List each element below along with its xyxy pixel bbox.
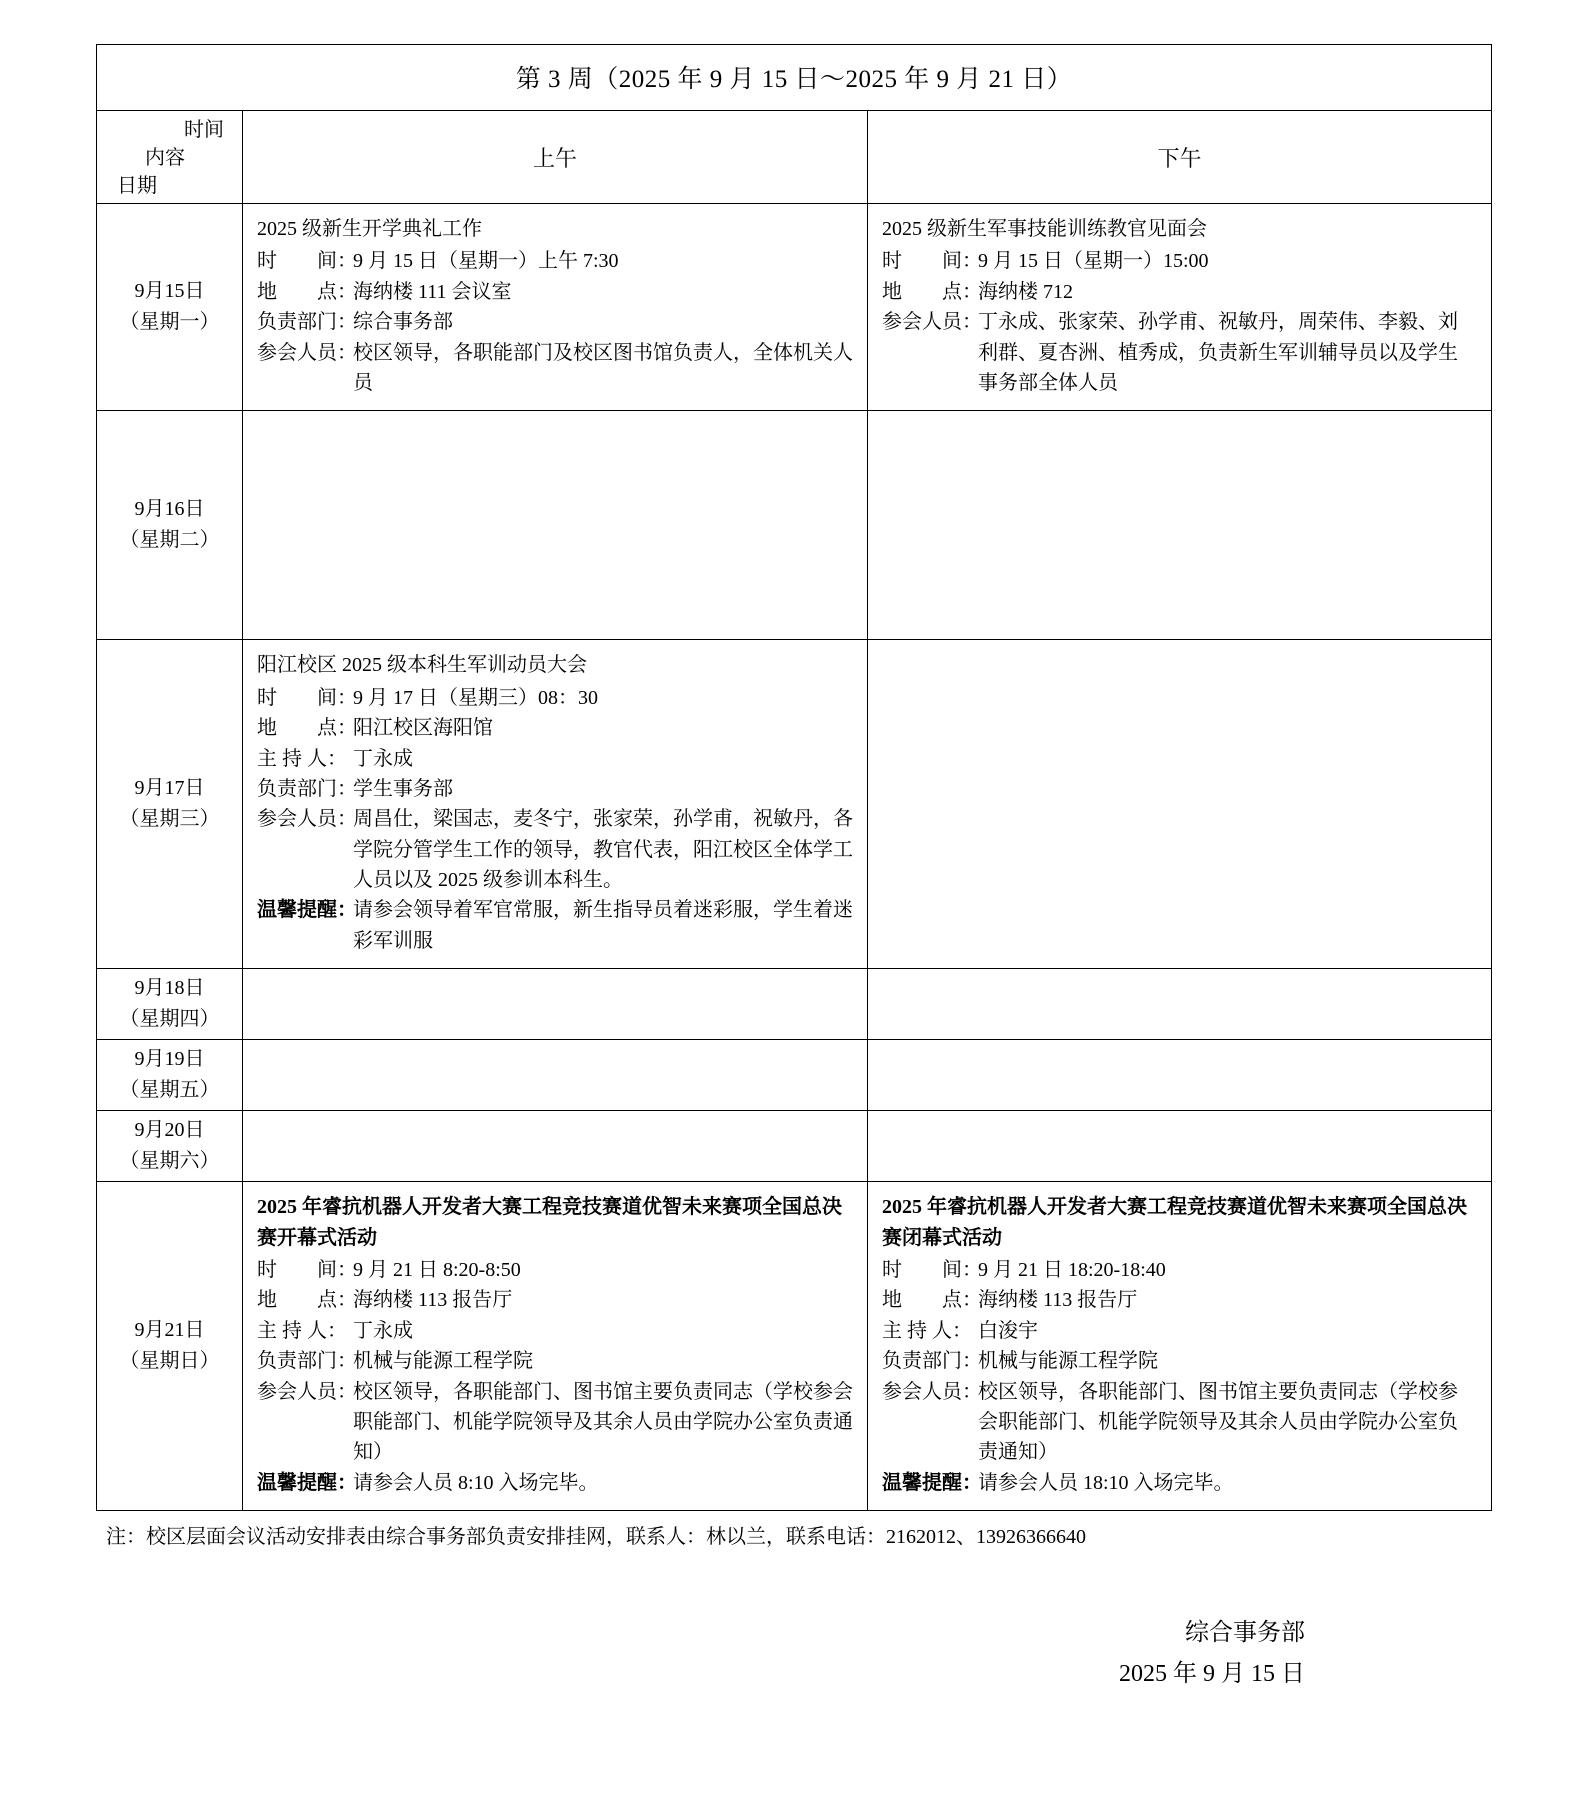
day-date: 9月15日 (134, 280, 205, 303)
event-attendees (882, 1377, 1477, 1468)
event-host-label: 主 持 人： (257, 747, 347, 770)
table-row (97, 1111, 1492, 1182)
event-dept-label: 负责部门： (257, 777, 357, 800)
event-dept-label: 负责部门： (257, 1350, 357, 1373)
event-time-value: 9 月 15 日（星期一）上午 7:30 (353, 250, 619, 273)
day-weekday: （星期五） (119, 1079, 220, 1102)
event-host (257, 1316, 853, 1346)
day-date: 9月16日 (134, 498, 205, 521)
event-dept-value: 机械与能源工程学院 (978, 1350, 1158, 1373)
event-place-value: 海纳楼 113 报告厅 (353, 1289, 513, 1312)
event-title: 阳江校区 2025 级本科生军训动员大会 (257, 654, 587, 677)
header-afternoon: 下午 (868, 111, 1492, 204)
event-reminder-value: 请参会领导着军官常服，新生指导员着迷彩服，学生着迷彩军训服 (353, 899, 853, 952)
page-title: 第 3 周（2025 年 9 月 15 日～2025 年 9 月 21 日） (97, 45, 1492, 111)
signature-block (96, 1613, 1491, 1695)
event-place (882, 1285, 1477, 1315)
weekly-schedule-table (96, 44, 1492, 1511)
event-cell-0917-afternoon (868, 640, 1492, 969)
signature-date: 2025 年 9 月 15 日 (1119, 1660, 1305, 1687)
event-title: 2025 年睿抗机器人开发者大赛工程竞技赛道优智未来赛项全国总决赛闭幕式活动 (882, 1196, 1467, 1249)
day-date: 9月20日 (134, 1119, 205, 1142)
event-cell-0918-morning (243, 969, 868, 1040)
event-title: 2025 年睿抗机器人开发者大赛工程竞技赛道优智未来赛项全国总决赛开幕式活动 (257, 1196, 842, 1249)
event-attendees (257, 338, 853, 399)
event-cell-0919-afternoon (868, 1040, 1492, 1111)
event-attendees-label: 参会人员： (882, 311, 982, 334)
day-date: 9月17日 (134, 777, 205, 800)
table-row (97, 640, 1492, 969)
day-date: 9月21日 (134, 1319, 205, 1342)
event-title: 2025 级新生开学典礼工作 (257, 218, 482, 240)
event-time (257, 1255, 853, 1285)
event-attendees-value: 校区领导，各职能部门、图书馆主要负责同志（学校参会职能部门、机能学院领导及其余人员由学院办公室负责通知） (978, 1380, 1458, 1464)
header-content-label: 内容 (145, 147, 185, 169)
day-date: 9月18日 (134, 977, 205, 1000)
event-attendees (257, 804, 853, 895)
event-dept-value: 机械与能源工程学院 (353, 1350, 533, 1373)
table-row (97, 1040, 1492, 1111)
event-place (257, 277, 853, 307)
event-attendees (257, 1377, 853, 1468)
event-reminder-value: 请参会人员 8:10 入场完毕。 (353, 1471, 599, 1494)
event-place-label: 地 点： (882, 280, 982, 303)
table-row (97, 1182, 1492, 1511)
event-cell-0917-morning (243, 640, 868, 969)
event-dept-label: 负责部门： (882, 1350, 982, 1373)
event-cell-0916-morning (243, 411, 868, 640)
event-time-label: 时 间： (257, 686, 357, 709)
header-morning: 上午 (243, 111, 868, 204)
event-host (257, 744, 853, 774)
event-time-value: 9 月 15 日（星期一）15:00 (978, 250, 1209, 273)
event-time (882, 246, 1477, 276)
table-row (97, 411, 1492, 640)
table-header-row (97, 111, 1492, 204)
event-attendees-value: 丁永成、张家荣、孙学甫、祝敏丹，周荣伟、李毅、刘利群、夏杏洲、植秀成，负责新生军训辅导员以及学生事务部全体人员 (978, 311, 1458, 394)
event-dept (257, 307, 853, 337)
event-dept (882, 1346, 1477, 1376)
event-place-label: 地 点： (882, 1289, 982, 1312)
event-dept (257, 774, 853, 804)
event-attendees-label: 参会人员： (257, 341, 357, 364)
event-time-value: 9 月 21 日 18:20-18:40 (978, 1259, 1166, 1282)
day-date: 9月19日 (134, 1048, 205, 1071)
event-attendees-label: 参会人员： (257, 808, 357, 831)
event-place-value: 海纳楼 113 报告厅 (978, 1289, 1138, 1312)
event-place (257, 713, 853, 743)
event-place-label: 地 点： (257, 280, 357, 303)
event-place-label: 地 点： (257, 1289, 357, 1312)
header-time-label: 时间 (184, 119, 224, 141)
event-host-value: 丁永成 (353, 747, 413, 770)
day-weekday: （星期二） (119, 529, 220, 552)
event-time-label: 时 间： (257, 250, 357, 273)
event-place (882, 277, 1477, 307)
event-dept-value: 学生事务部 (353, 777, 453, 800)
event-cell-0920-afternoon (868, 1111, 1492, 1182)
signature-org: 综合事务部 (1185, 1620, 1305, 1647)
table-title-row (97, 45, 1492, 111)
event-time-label: 时 间： (882, 1259, 982, 1282)
event-place-label: 地 点： (257, 717, 357, 740)
event-dept-value: 综合事务部 (353, 311, 453, 334)
event-time-label: 时 间： (257, 1259, 357, 1282)
event-host-value: 丁永成 (353, 1319, 413, 1342)
event-cell-0915-morning (243, 204, 868, 411)
day-weekday: （星期一） (119, 311, 220, 334)
event-time-value: 9 月 21 日 8:20-8:50 (353, 1259, 521, 1282)
event-cell-0920-morning (243, 1111, 868, 1182)
day-label-0917 (97, 640, 243, 969)
day-label-0915 (97, 204, 243, 411)
event-host (882, 1316, 1477, 1346)
event-cell-0919-morning (243, 1040, 868, 1111)
corner-header-cell (97, 111, 243, 204)
event-reminder (257, 895, 853, 956)
event-attendees-value: 周昌仕，梁国志，麦冬宁，张家荣，孙学甫，祝敏丹，各学院分管学生工作的领导，教官代表，阳江校区全体学工人员以及 2025 级参训本科生。 (353, 808, 853, 892)
day-label-0920 (97, 1111, 243, 1182)
event-time (257, 683, 853, 713)
event-place-value: 海纳楼 712 (978, 280, 1073, 303)
day-weekday: （星期三） (119, 808, 220, 831)
day-label-0918 (97, 969, 243, 1040)
table-row (97, 969, 1492, 1040)
event-place-value: 海纳楼 111 会议室 (353, 280, 512, 303)
event-reminder-label: 温馨提醒： (882, 1471, 982, 1494)
event-cell-0918-afternoon (868, 969, 1492, 1040)
event-reminder (257, 1468, 853, 1498)
day-label-0921 (97, 1182, 243, 1511)
event-attendees-label: 参会人员： (882, 1380, 982, 1403)
event-cell-0921-morning (243, 1182, 868, 1511)
event-time (882, 1255, 1477, 1285)
event-cell-0921-afternoon (868, 1182, 1492, 1511)
event-time-value: 9 月 17 日（星期三）08：30 (353, 686, 598, 709)
day-weekday: （星期六） (119, 1150, 220, 1173)
event-host-label: 主 持 人： (257, 1319, 347, 1342)
event-cell-0916-afternoon (868, 411, 1492, 640)
event-attendees-value: 校区领导，各职能部门、图书馆主要负责同志（学校参会职能部门、机能学院领导及其余人员由学院办公室负责通知） (353, 1380, 853, 1464)
event-attendees-value: 校区领导，各职能部门及校区图书馆负责人，全体机关人员 (353, 341, 853, 394)
event-time (257, 246, 853, 276)
event-place-value: 阳江校区海阳馆 (353, 717, 493, 740)
day-weekday: （星期日） (119, 1350, 220, 1373)
event-reminder (882, 1468, 1477, 1498)
day-label-0916 (97, 411, 243, 640)
event-attendees (882, 307, 1477, 398)
event-host-label: 主 持 人： (882, 1319, 972, 1342)
table-row (97, 204, 1492, 411)
day-weekday: （星期四） (119, 1008, 220, 1031)
event-reminder-label: 温馨提醒： (257, 1471, 357, 1494)
event-place (257, 1285, 853, 1315)
event-reminder-value: 请参会人员 18:10 入场完毕。 (978, 1471, 1234, 1494)
header-date-label: 日期 (117, 175, 157, 197)
event-dept-label: 负责部门： (257, 311, 357, 334)
event-cell-0915-afternoon (868, 204, 1492, 411)
footnote: 注：校区层面会议活动安排表由综合事务部负责安排挂网，联系人：林以兰，联系电话：2162012、13926366640 (106, 1526, 1086, 1549)
event-time-label: 时 间： (882, 250, 982, 273)
event-dept (257, 1346, 853, 1376)
event-reminder-label: 温馨提醒： (257, 899, 357, 922)
event-title: 2025 级新生军事技能训练教官见面会 (882, 218, 1207, 240)
event-attendees-label: 参会人员： (257, 1380, 357, 1403)
day-label-0919 (97, 1040, 243, 1111)
event-host-value: 白浚宇 (978, 1319, 1038, 1342)
